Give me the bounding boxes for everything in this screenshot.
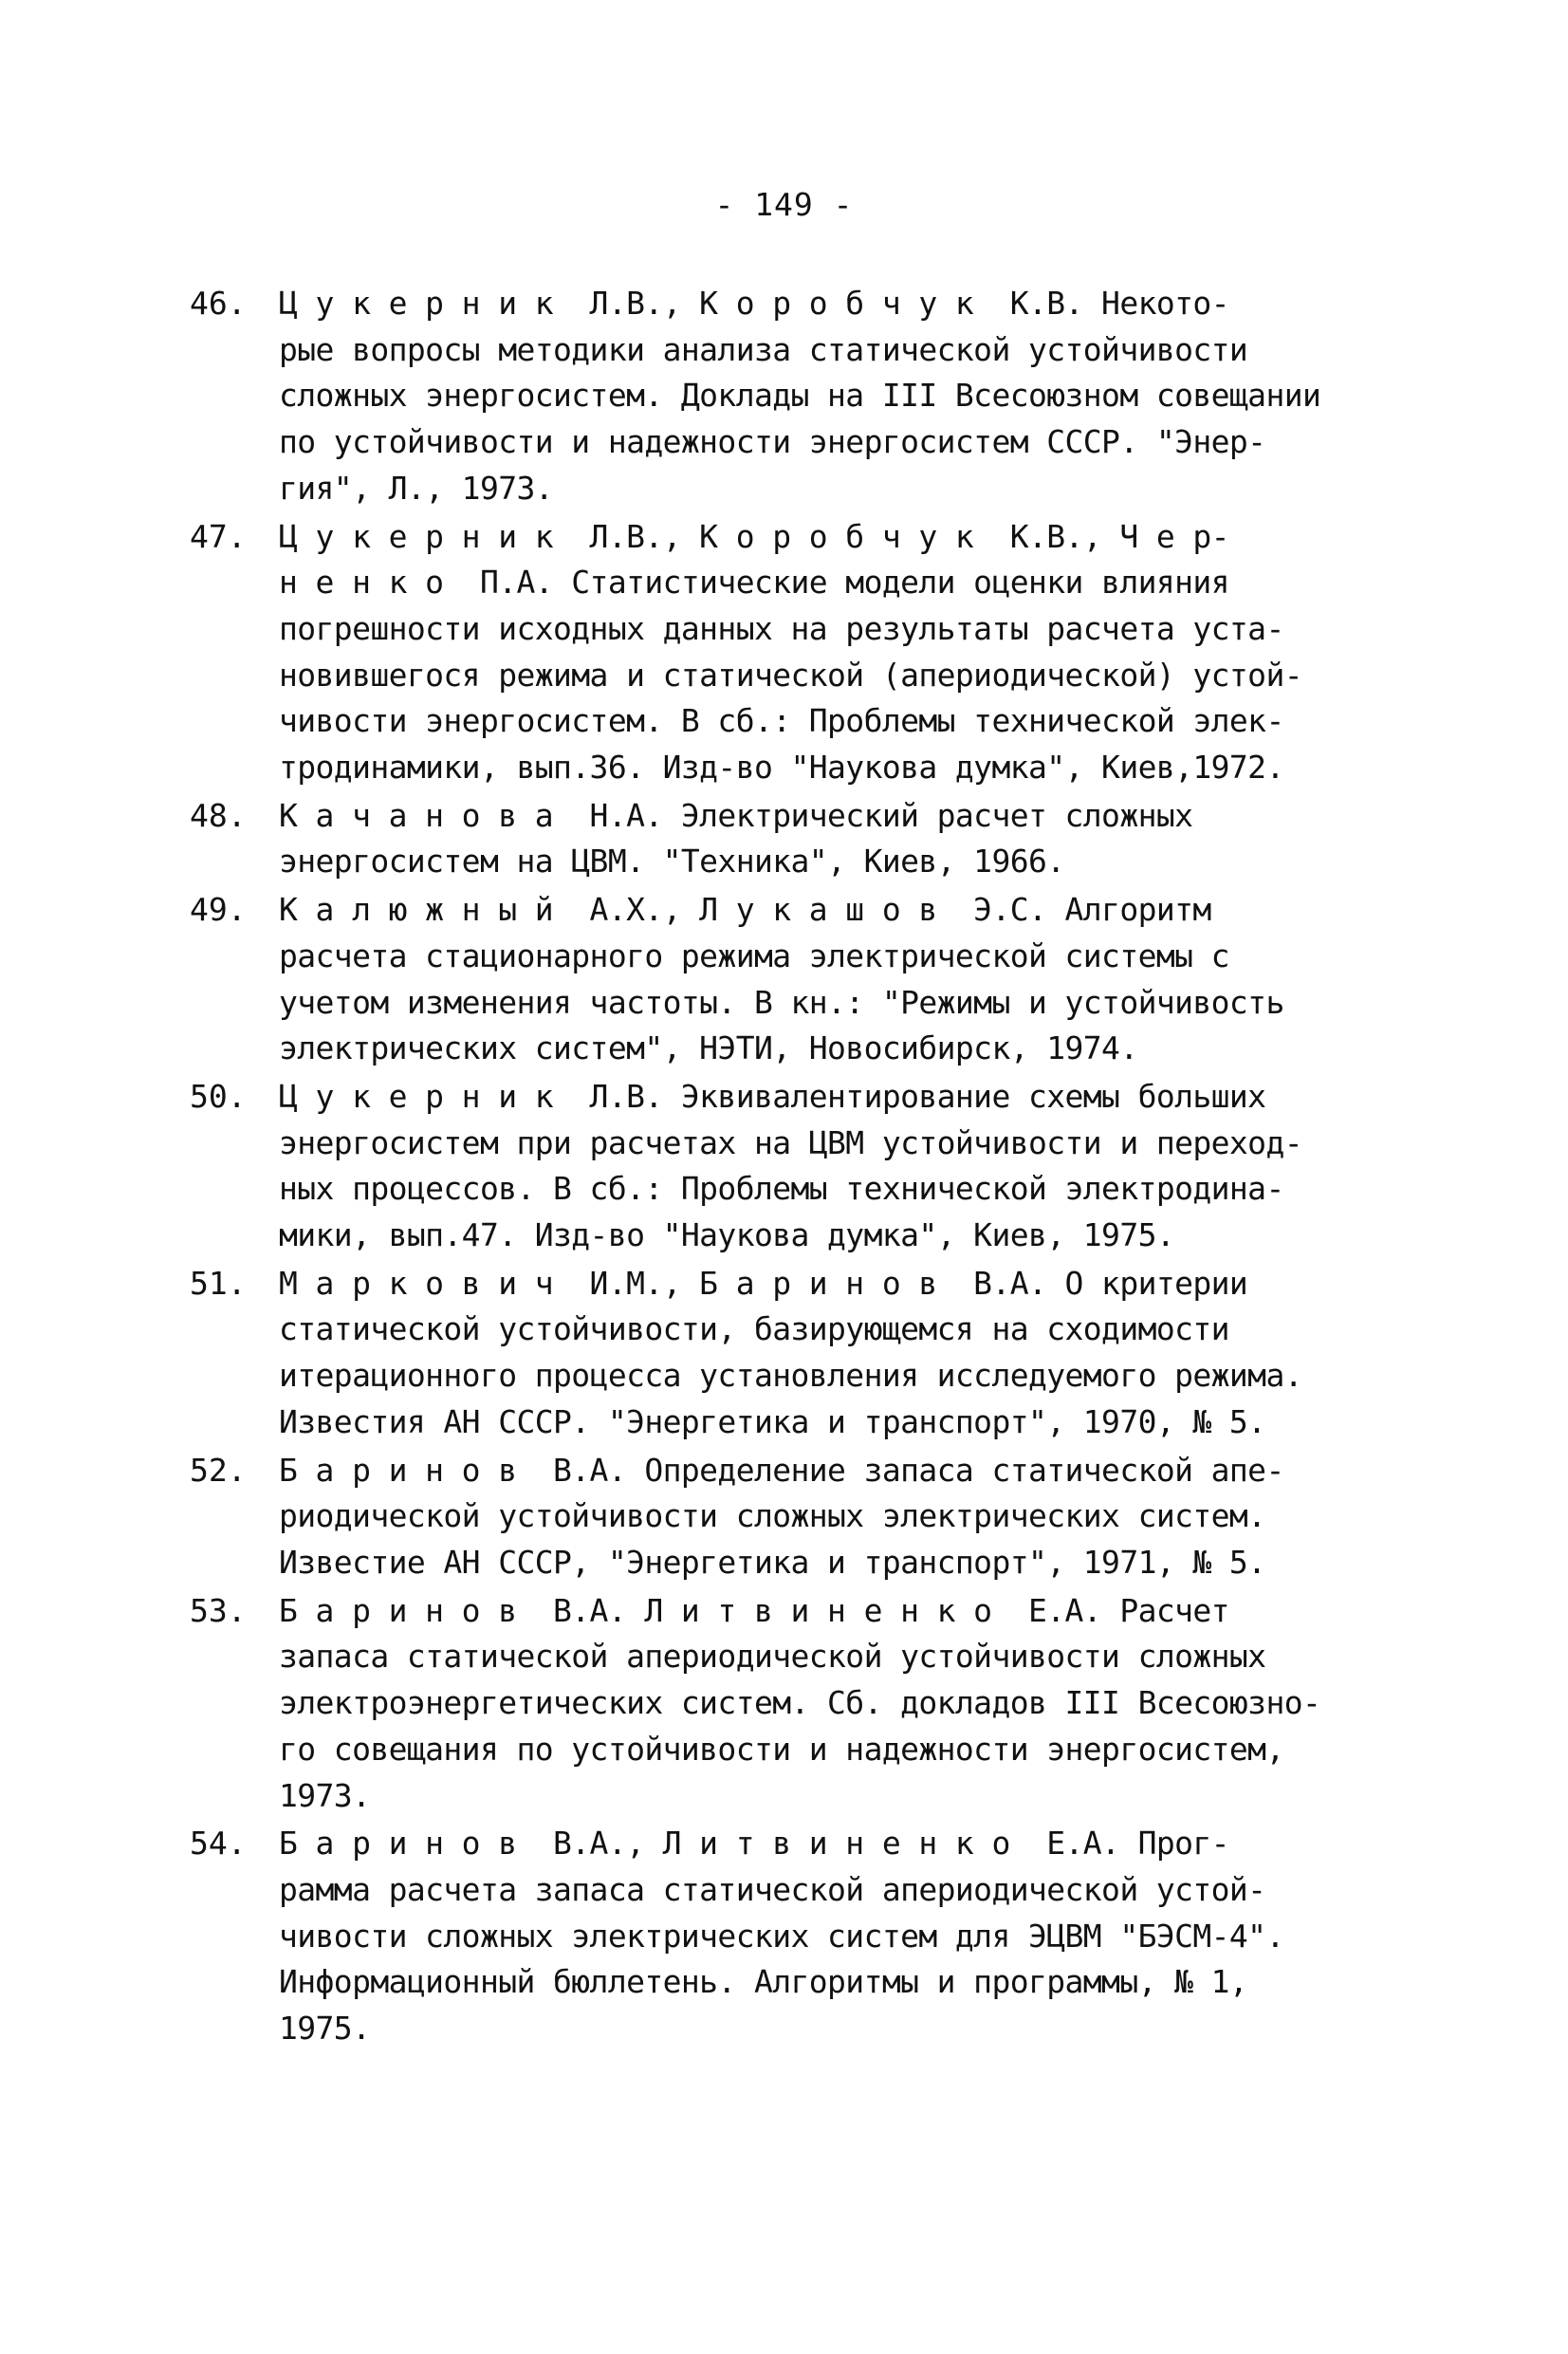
reference-text-line: Б а р и н о в В.А. Определение запаса статической апе- (279, 1451, 1284, 1489)
reference-item (190, 1448, 1366, 1586)
reference-text-line: Б а р и н о в В.А. Л и т в и н е н к о Е.А. Расчет (279, 1591, 1229, 1629)
reference-item (190, 793, 1366, 885)
reference-item (190, 281, 1366, 512)
reference-item (190, 1074, 1366, 1259)
reference-text-line: сложных энергосистем. Доклады на III Всесоюзном совещании (279, 377, 1321, 415)
reference-text-line: Ц у к е р н и к Л.В., К о р о б ч у к К.В., Ч е р- (279, 517, 1229, 555)
reference-text-line: энергосистем на ЦВМ. "Техника", Киев, 1966. (279, 843, 1065, 880)
reference-number: 47. (190, 517, 247, 555)
reference-text-line: го совещания по устойчивости и надежности энергосистем, (279, 1730, 1284, 1768)
reference-text-line: 1973. (279, 1776, 371, 1814)
reference-number: 52. (190, 1451, 247, 1489)
reference-text-line: гия", Л., 1973. (279, 469, 554, 507)
reference-text-line: погрешности исходных данных на результаты расчета уста- (279, 609, 1284, 647)
page-number: - 149 - (714, 186, 854, 223)
reference-text-line: М а р к о в и ч И.М., Б а р и н о в В.А. О критерии (279, 1264, 1248, 1302)
reference-item (190, 1588, 1366, 1820)
reference-item (190, 887, 1366, 1072)
reference-text-line: риодической устойчивости сложных электрических систем. (279, 1497, 1266, 1535)
reference-number: 50. (190, 1077, 247, 1115)
reference-number: 48. (190, 796, 247, 834)
reference-text-line: К а л ю ж н ы й А.Х., Л у к а ш о в Э.С. Алгоритм (279, 891, 1211, 929)
reference-text-line: мики, вып.47. Изд-во "Наукова думка", Киев, 1975. (279, 1216, 1175, 1254)
reference-text-line: К а ч а н о в а Н.А. Электрический расчет сложных (279, 796, 1193, 834)
reference-text-line: рые вопросы методики анализа статической устойчивости (279, 330, 1248, 368)
reference-text-line: Информационный бюллетень. Алгоритмы и программы, № 1, (279, 1963, 1248, 2001)
reference-text-line: чивости сложных электрических систем для ЭЦВМ "БЭСМ-4". (279, 1917, 1284, 1955)
reference-text-line: Ц у к е р н и к Л.В., К о р о б ч у к К.В. Некото- (279, 285, 1229, 322)
reference-number: 49. (190, 891, 247, 929)
reference-text-line: новившегося режима и статической (апериодической) устой- (279, 656, 1302, 694)
reference-item (190, 1261, 1366, 1446)
reference-text-line: ных процессов. В сб.: Проблемы технической электродина- (279, 1170, 1284, 1208)
reference-list (190, 281, 1366, 2054)
reference-number: 46. (190, 285, 247, 322)
reference-text-line: электрических систем", НЭТИ, Новосибирск, 1974. (279, 1029, 1138, 1067)
reference-text-line: расчета стационарного режима электрической системы с (279, 936, 1229, 974)
reference-text-line: Известие АН СССР, "Энергетика и транспорт", 1971, № 5. (279, 1543, 1266, 1581)
reference-number: 54. (190, 1825, 247, 1863)
reference-text-line: Б а р и н о в В.А., Л и т в и н е н к о Е.А. Прог- (279, 1825, 1229, 1863)
reference-text-line: Известия АН СССР. "Энергетика и транспорт", 1970, № 5. (279, 1402, 1266, 1440)
reference-text-line: рамма расчета запаса статической апериодической устой- (279, 1870, 1266, 1908)
reference-text-line: н е н к о П.А. Статистические модели оценки влияния (279, 564, 1229, 602)
reference-text-line: статической устойчивости, базирующемся на сходимости (279, 1310, 1229, 1348)
reference-text-line: чивости энергосистем. В сб.: Проблемы технической элек- (279, 702, 1284, 740)
reference-number: 51. (190, 1264, 247, 1302)
reference-text-line: запаса статической апериодической устойчивости сложных (279, 1638, 1266, 1676)
reference-number: 53. (190, 1591, 247, 1629)
reference-text-line: электроэнергетических систем. Сб. докладов III Всесоюзно- (279, 1684, 1321, 1722)
reference-text-line: 1975. (279, 2010, 371, 2048)
reference-text-line: итерационного процесса установления исследуемого режима. (279, 1357, 1302, 1395)
reference-text-line: по устойчивости и надежности энергосистем СССР. "Энер- (279, 423, 1266, 461)
reference-item (190, 514, 1366, 791)
reference-text-line: энергосистем при расчетах на ЦВМ устойчивости и переход- (279, 1123, 1302, 1161)
reference-text-line: учетом изменения частоты. В кн.: "Режимы и устойчивость (279, 983, 1284, 1021)
reference-item (190, 1821, 1366, 2052)
reference-text-line: Ц у к е р н и к Л.В. Эквивалентирование схемы больших (279, 1077, 1266, 1115)
reference-text-line: тродинамики, вып.36. Изд-во "Наукова думка", Киев,1972. (279, 749, 1284, 787)
